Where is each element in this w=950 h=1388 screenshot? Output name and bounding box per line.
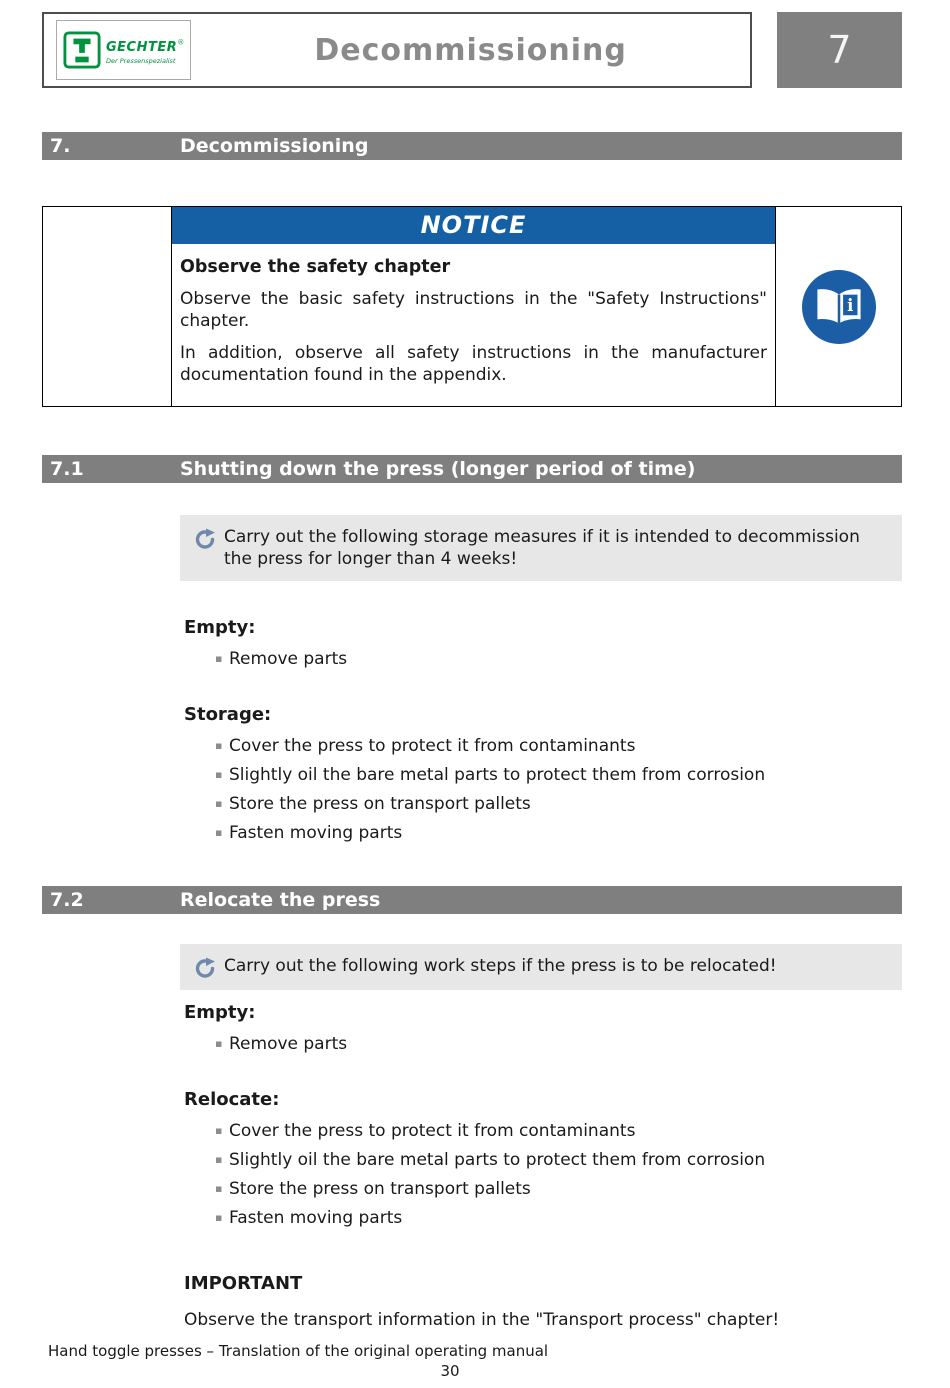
list-item-text: Fasten moving parts (229, 1208, 403, 1229)
svg-text:i: i (846, 295, 853, 315)
chapter-number-badge: 7 (777, 12, 902, 88)
page-title: Decommissioning (314, 32, 627, 68)
list-item (184, 1031, 902, 1057)
section-number: 7.1 (50, 458, 84, 481)
bullet-icon: ▪ (215, 768, 223, 782)
section-number: 7.2 (50, 889, 84, 912)
bullet-icon: ▪ (215, 826, 223, 840)
list-item (184, 820, 902, 846)
instruction-callout (180, 944, 902, 990)
list-item-text: Fasten moving parts (229, 823, 403, 844)
list-item-text: Remove parts (229, 1034, 348, 1055)
registered-mark: ® (177, 38, 185, 47)
bullet-icon: ▪ (215, 797, 223, 811)
footer-document-title: Hand toggle presses – Translation of the original operating manual (48, 1342, 549, 1360)
page-header (42, 12, 902, 88)
section-7-1-content (184, 617, 902, 846)
header-title-wrap (191, 33, 750, 68)
bullet-icon: ▪ (215, 1124, 223, 1138)
section-heading-7-1 (42, 455, 902, 483)
notice-empty-cell (43, 207, 172, 406)
notice-body (172, 244, 775, 406)
curved-arrow-icon (194, 957, 216, 979)
notice-box (42, 206, 902, 407)
list-item (184, 762, 902, 788)
list-item (184, 1205, 902, 1231)
list-item-text: Store the press on transport pallets (229, 1179, 531, 1200)
company-logo (56, 20, 191, 80)
list-label-storage: Storage: (184, 704, 272, 726)
section-title: Shutting down the press (longer period of time) (180, 458, 696, 481)
logo-name: GECHTER (106, 39, 178, 55)
callout-text: Carry out the following storage measures if it is intended to decommission the press for longer than 4 weeks! (224, 527, 860, 570)
list-item-text: Slightly oil the bare metal parts to protect them from corrosion (229, 765, 766, 786)
notice-icon-cell (776, 207, 901, 406)
logo-text (106, 36, 184, 65)
list-label-relocate: Relocate: (184, 1089, 280, 1111)
list-item-text: Remove parts (229, 649, 348, 670)
section-number: 7. (50, 135, 71, 157)
important-label: IMPORTANT (184, 1273, 303, 1295)
section-heading-7 (42, 132, 902, 160)
list-item (184, 791, 902, 817)
notice-main-cell (172, 207, 776, 406)
list-label-empty: Empty: (184, 1002, 256, 1024)
notice-paragraph: Observe the basic safety instructions in the "Safety Instructions" chapter. (180, 288, 767, 331)
footer-page-number: 30 (440, 1362, 460, 1380)
list-item (184, 1118, 902, 1144)
notice-label: NOTICE (172, 207, 775, 244)
list-item (184, 646, 902, 672)
list-item (184, 1147, 902, 1173)
callout-text: Carry out the following work steps if the press is to be relocated! (224, 956, 777, 977)
list-item-text: Cover the press to protect it from contaminants (229, 1121, 636, 1142)
list-item (184, 1176, 902, 1202)
list-item-text: Slightly oil the bare metal parts to protect them from corrosion (229, 1150, 766, 1171)
logo-tagline: Der Pressenspezialist (106, 56, 176, 65)
list-item-text: Cover the press to protect it from contaminants (229, 736, 636, 757)
important-text: Observe the transport information in the "Transport process" chapter! (184, 1310, 780, 1331)
notice-paragraph: In addition, observe all safety instructions in the manufacturer documentation found in the appendix. (180, 342, 767, 386)
bullet-icon: ▪ (215, 1182, 223, 1196)
open-book-info-icon (802, 270, 876, 344)
bullet-icon: ▪ (215, 739, 223, 753)
instruction-callout (180, 515, 902, 581)
list-item (184, 733, 902, 759)
bullet-icon: ▪ (215, 1211, 223, 1225)
section-heading-7-2 (42, 886, 902, 914)
list-label-empty: Empty: (184, 617, 256, 639)
section-title: Decommissioning (180, 135, 369, 157)
section-title: Relocate the press (180, 889, 381, 912)
curved-arrow-icon (194, 528, 216, 550)
list-item-text: Store the press on transport pallets (229, 794, 531, 815)
press-logo-icon (63, 31, 101, 69)
bullet-icon: ▪ (215, 1037, 223, 1051)
bullet-icon: ▪ (215, 652, 223, 666)
section-7-2-content (184, 1002, 902, 1330)
notice-heading: Observe the safety chapter (180, 257, 451, 277)
bullet-icon: ▪ (215, 1153, 223, 1167)
header-title-box (42, 12, 752, 88)
